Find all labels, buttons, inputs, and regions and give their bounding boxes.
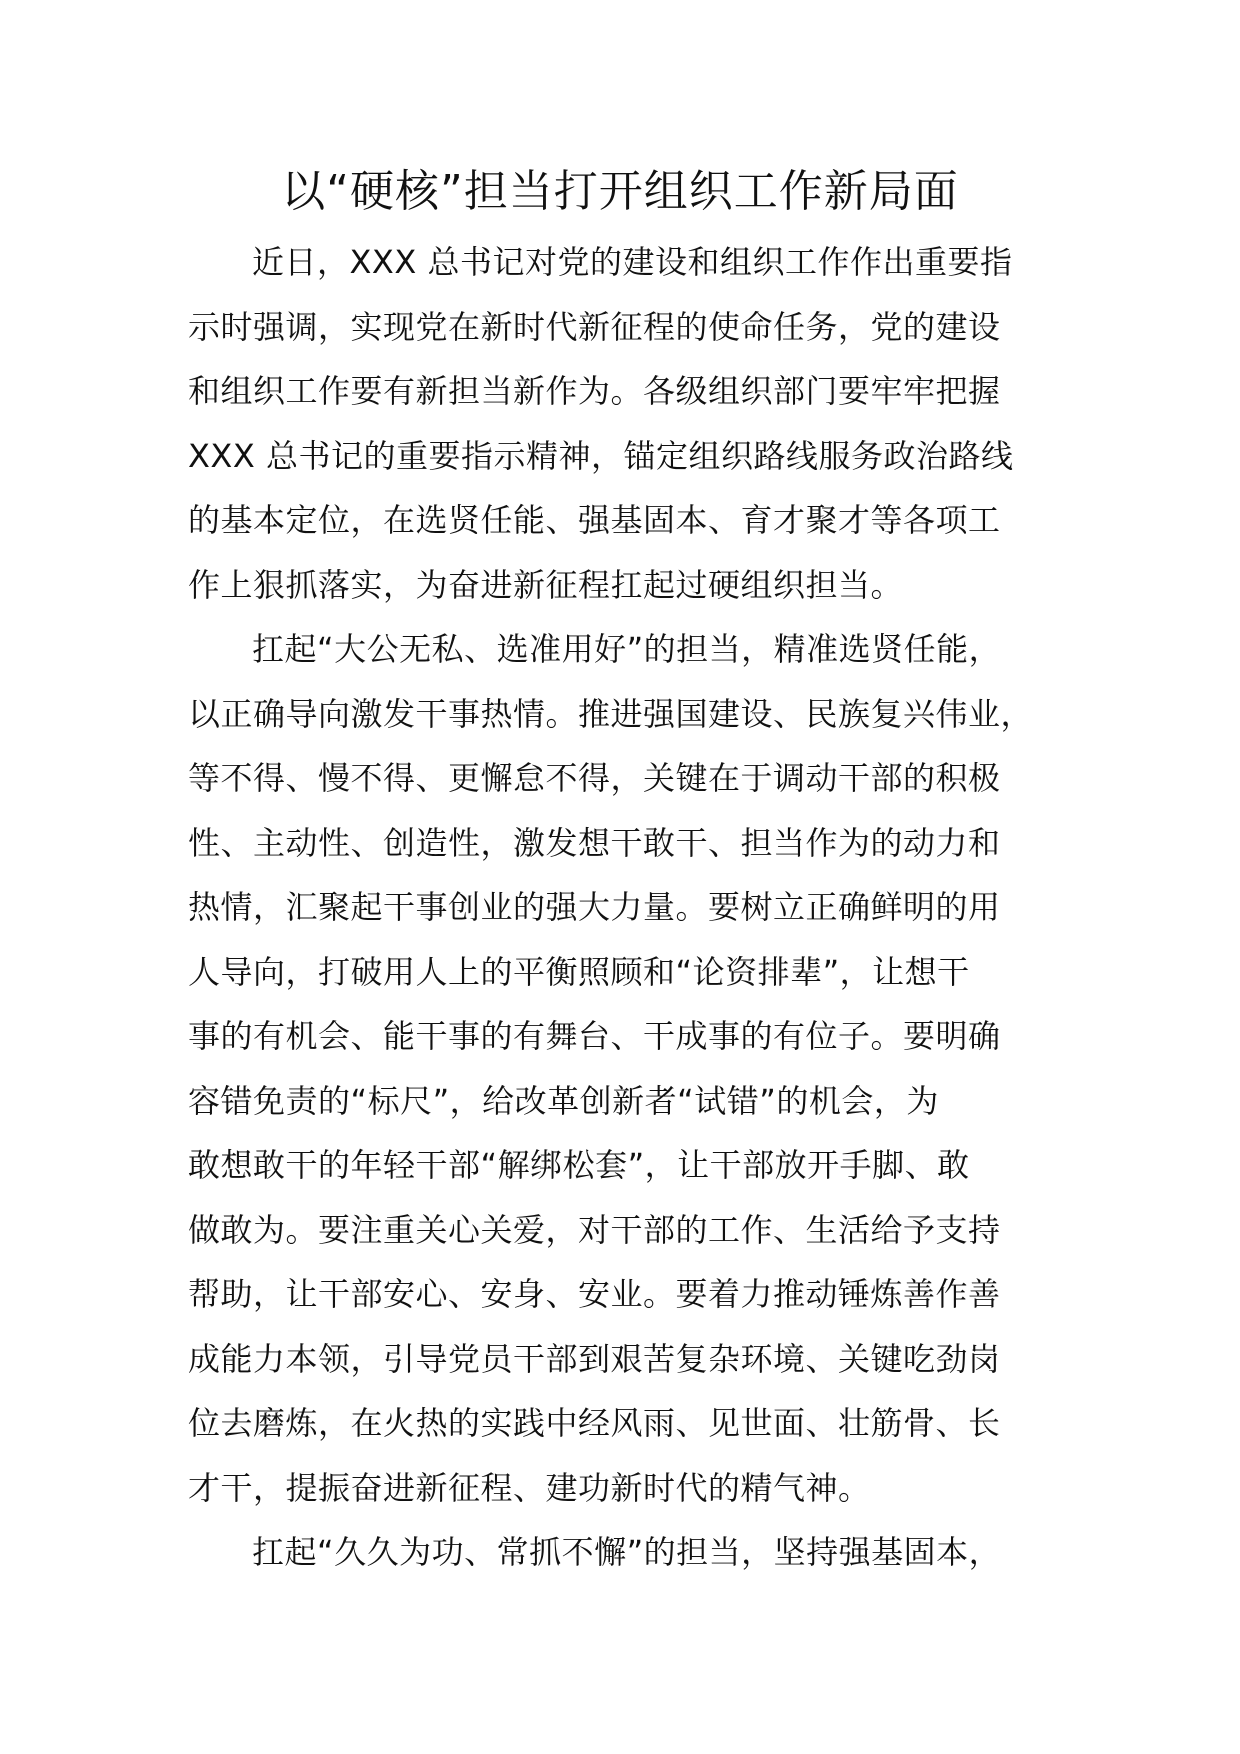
- paragraph-line: 才干，提振奋进新征程、建功新时代的精气神。: [188, 1468, 871, 1507]
- paragraph-line: 作上狠抓落实，为奋进新征程扛起过硬组织担当。: [188, 565, 904, 604]
- paragraph-line: 近日，XXX 总书记对党的建设和组织工作作出重要指: [252, 243, 1013, 281]
- paragraph-line: 人导向，打破用人上的平衡照顾和“论资排辈”，让想干: [188, 952, 970, 991]
- document-title: 以“硬核”担当打开组织工作新局面: [281, 166, 959, 217]
- paragraph-line: 成能力本领，引导党员干部到艰苦复杂环境、关键吃劲岗: [188, 1339, 1001, 1378]
- paragraph-line: 做敢为。要注重关心关爱，对干部的工作、生活给予支持: [188, 1210, 1001, 1249]
- paragraph-3: [188, 1520, 1054, 1585]
- paragraph-1: [188, 230, 1054, 617]
- paragraph-2: [188, 617, 1054, 1520]
- paragraph-line: 以正确导向激发干事热情。推进强国建设、民族复兴伟业，: [188, 694, 1034, 733]
- paragraph-line: 的基本定位，在选贤任能、强基固本、育才聚才等各项工: [188, 501, 1001, 539]
- paragraph-line: 热情，汇聚起干事创业的强大力量。要树立正确鲜明的用: [188, 888, 1001, 926]
- paragraph-line: 位去磨炼，在火热的实践中经风雨、见世面、壮筋骨、长: [188, 1404, 1001, 1442]
- paragraph-line: 扛起“大公无私、选准用好”的担当，精准选贤任能，: [252, 630, 1002, 668]
- paragraph-line: 示时强调，实现党在新时代新征程的使命任务，党的建设: [188, 307, 1001, 346]
- paragraph-line: 和组织工作要有新担当新作为。各级组织部门要牢牢把握: [188, 372, 1001, 410]
- paragraph-line: 性、主动性、创造性，激发想干敢干、担当作为的动力和: [188, 823, 1001, 862]
- paragraph-line: 扛起“久久为功、常抓不懈”的担当，坚持强基固本，: [252, 1533, 1002, 1571]
- paragraph-line: 容错免责的“标尺”，给改革创新者“试错”的机会，为: [188, 1081, 939, 1120]
- paragraph-line: 等不得、慢不得、更懈怠不得，关键在于调动干部的积极: [188, 759, 1001, 797]
- paragraph-line: 敢想敢干的年轻干部“解绑松套”，让干部放开手脚、敢: [188, 1146, 970, 1184]
- paragraph-line: XXX 总书记的重要指示精神，锚定组织路线服务政治路线: [188, 436, 1014, 475]
- paragraph-line: 帮助，让干部安心、安身、安业。要着力推动锤炼善作善: [188, 1275, 1001, 1313]
- paragraph-line: 事的有机会、能干事的有舞台、干成事的有位子。要明确: [188, 1017, 1001, 1055]
